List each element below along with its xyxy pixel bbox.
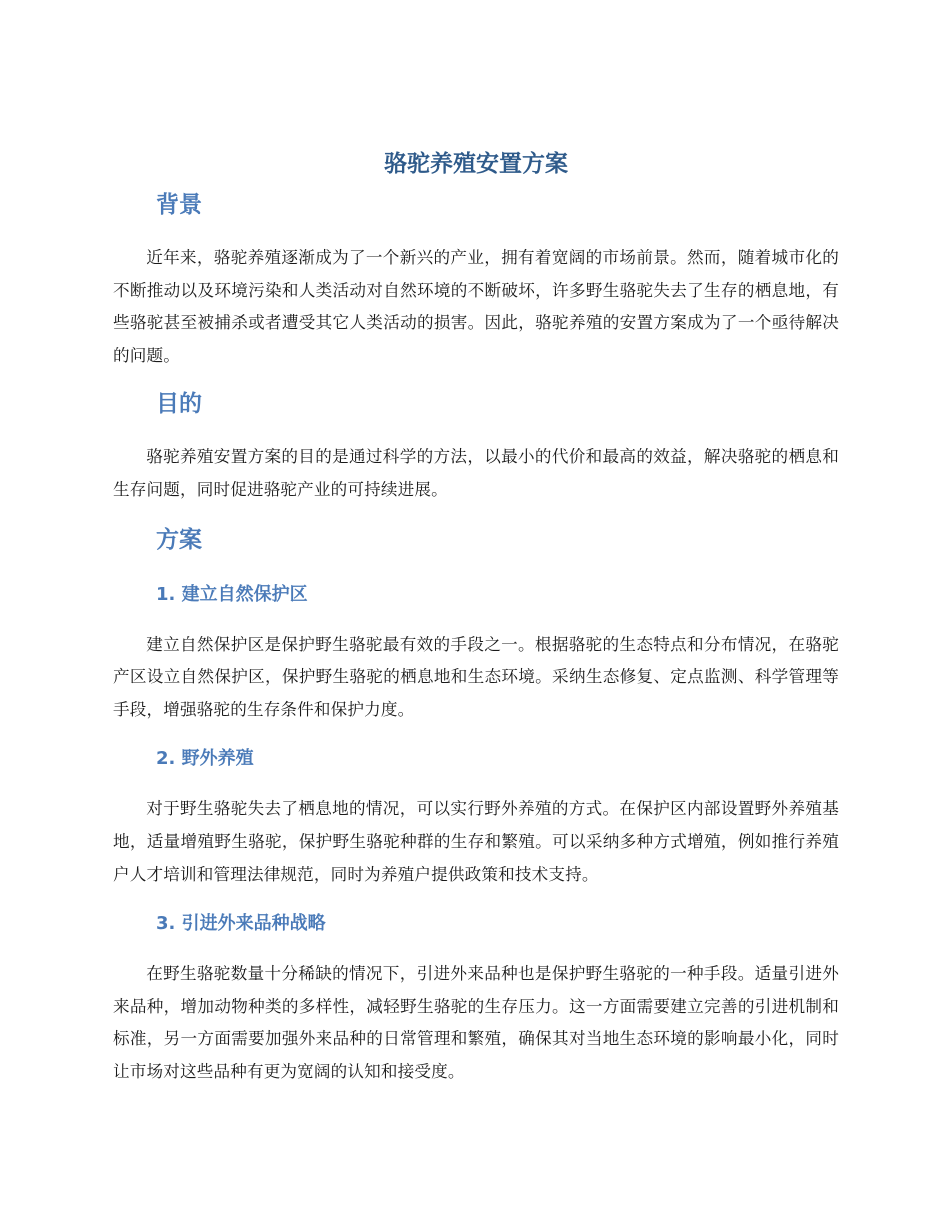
plan-item-paragraph: 建立自然保护区是保护野生骆驼最有效的手段之一。根据骆驼的生态特点和分布情况，在骆驼产区设立自然保护区，保护野生骆驼的栖息地和生态环境。采纳生态修复、定点监测、科学管理等手段，增强骆驼的生存条件和保护力度。 xyxy=(113,634,839,719)
purpose-paragraph: 骆驼养殖安置方案的目的是通过科学的方法，以最小的代价和最高的效益，解决骆驼的栖息和生存问题，同时促进骆驼产业的可持续进展。 xyxy=(113,447,839,499)
section-heading-purpose: 目的 xyxy=(156,391,202,418)
plan-item xyxy=(113,745,839,891)
plan-item xyxy=(113,581,839,727)
background-paragraph: 近年来，骆驼养殖逐渐成为了一个新兴的产业，拥有着宽阔的市场前景。然而，随着城市化的不断推动以及环境污染和人类活动对自然环境的不断破坏，许多野生骆驼失去了生存的栖息地，有些骆驼甚至被捕杀或者遭受其它人类活动的损害。因此，骆驼养殖的安置方案成为了一个亟待解决的问题。 xyxy=(113,248,839,365)
section-heading-plan: 方案 xyxy=(156,526,202,553)
plan-item-paragraph: 对于野生骆驼失去了栖息地的情况，可以实行野外养殖的方式。在保护区内部设置野外养殖基地，适量增殖野生骆驼，保护野生骆驼种群的生存和繁殖。可以采纳多种方式增殖，例如推行养殖户人才培训和管理法律规范，同时为养殖户提供政策和技术支持。 xyxy=(113,799,839,884)
plan-item-heading: 2. 野外养殖 xyxy=(156,748,254,770)
plan-item-heading: 3. 引进外来品种战略 xyxy=(156,913,326,935)
document-content xyxy=(113,140,839,1089)
section-heading-background: 背景 xyxy=(156,192,202,218)
section-purpose xyxy=(113,387,839,506)
section-background xyxy=(113,188,839,372)
plan-item xyxy=(113,910,839,1088)
plan-item-paragraph: 在野生骆驼数量十分稀缺的情况下，引进外来品种也是保护野生骆驼的一种手段。适量引进外来品种，增加动物种类的多样性，减轻野生骆驼的生存压力。这一方面需要建立完善的引进机制和标准，另一方面需要加强外来品种的日常管理和繁殖，确保其对当地生态环境的影响最小化，同时让市场对这些品种有更为宽阔的认知和接受度。 xyxy=(113,964,839,1081)
plan-item-heading: 1. 建立自然保护区 xyxy=(156,583,308,605)
section-plan xyxy=(113,523,839,1089)
document-title: 骆驼养殖安置方案 xyxy=(384,151,568,177)
